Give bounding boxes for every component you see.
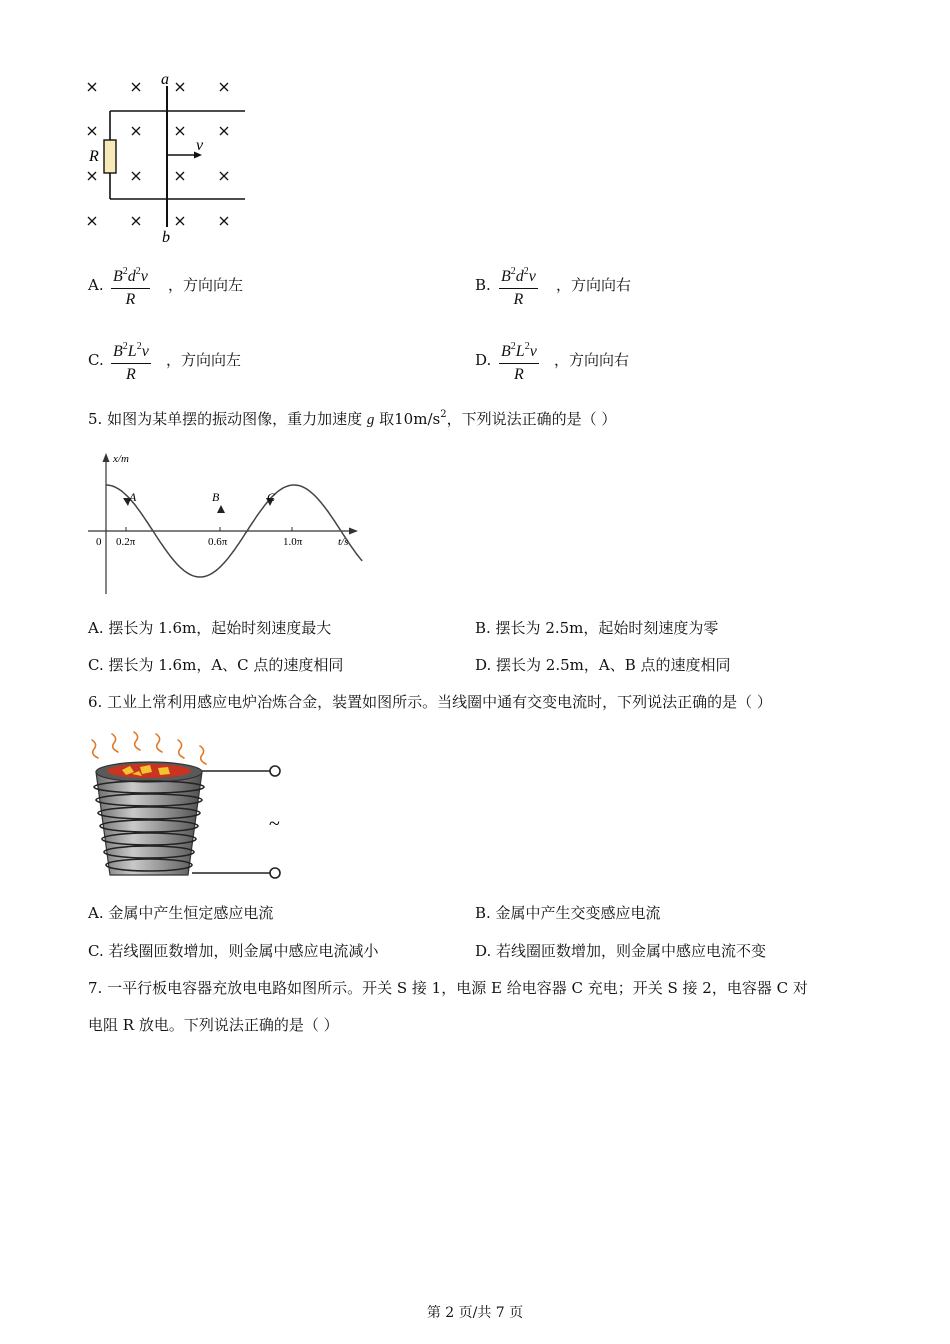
option-letter: A. bbox=[88, 276, 104, 294]
origin-label: 0 bbox=[96, 536, 102, 548]
point-b-arrow bbox=[217, 505, 225, 513]
resistor-label: R bbox=[89, 148, 99, 165]
q6-option-d[interactable]: D. 若线圈匝数增加，则金属中感应电流不变 bbox=[475, 942, 767, 960]
q7-stem-line-1: 7. 一平行板电容器充放电电路如图所示。开关 S 接 1，电源 E 给电容器 C 充电；开关 S 接 2，电容器 C 对 bbox=[88, 979, 808, 997]
page-number-footer: 第 2 页/共 7 页 bbox=[426, 1305, 524, 1321]
option-letter: D. bbox=[475, 351, 492, 369]
q7-stem-line-2: 电阻 R 放电。下列说法正确的是（ ） bbox=[88, 1016, 339, 1034]
option-text: ，方向向左 bbox=[168, 276, 244, 294]
rod-end-b-label: b bbox=[162, 229, 170, 246]
q5-option-c[interactable]: C. 摆长为 1.6m，A、C 点的速度相同 bbox=[88, 656, 344, 674]
q6-induction-furnace-figure bbox=[82, 730, 292, 890]
rod-end-a-label: a bbox=[161, 72, 169, 88]
point-a-label: A bbox=[129, 490, 137, 504]
q6-option-b[interactable]: B. 金属中产生交变感应电流 bbox=[475, 904, 661, 922]
q6-option-c[interactable]: C. 若线圈匝数增加，则金属中感应电流减小 bbox=[88, 942, 379, 960]
q6-stem: 6. 工业上常利用感应电炉冶炼合金，装置如图所示。当线圈中通有交变电流时，下列说法正确的是（ ） bbox=[88, 693, 772, 711]
option-text: ，方向向左 bbox=[166, 351, 242, 369]
option-formula: $\frac{B^2L^2v}{R}$ bbox=[111, 336, 151, 386]
y-axis-label: x/m bbox=[113, 453, 129, 465]
option-formula: $\frac{B^2L^2v}{R}$ bbox=[499, 336, 539, 386]
q5-option-d[interactable]: D. 摆长为 2.5m，A、B 点的速度相同 bbox=[475, 656, 731, 674]
option-formula: $\frac{B^2d^2v}{R}$ bbox=[111, 261, 150, 311]
option-text: ，方向向右 bbox=[554, 351, 630, 369]
option-letter: C. bbox=[88, 351, 104, 369]
q6-option-a[interactable]: A. 金属中产生恒定感应电流 bbox=[88, 904, 274, 922]
option-text: ，方向向右 bbox=[556, 276, 632, 294]
point-c-label: C bbox=[267, 490, 276, 504]
ac-source-symbol: ~ bbox=[269, 813, 280, 835]
x-axis-label: t/s bbox=[338, 536, 349, 548]
q5-vibration-graph bbox=[82, 450, 367, 598]
option-formula: $\frac{B^2d^2v}{R}$ bbox=[499, 261, 538, 311]
q4-circuit-figure bbox=[80, 72, 260, 247]
tick-label-1.0pi: 1.0π bbox=[283, 536, 303, 548]
tick-label-0.2pi: 0.2π bbox=[116, 536, 136, 548]
point-b-label: B bbox=[212, 490, 220, 504]
q5-option-b[interactable]: B. 摆长为 2.5m，起始时刻速度为零 bbox=[475, 619, 719, 637]
q5-stem: 5. 如图为某单摆的振动图像，重力加速度 g 取$10m/s^2$，下列说法正确的是（ ） bbox=[88, 409, 617, 428]
velocity-label: v bbox=[196, 137, 204, 154]
option-letter: B. bbox=[475, 276, 491, 294]
tick-label-0.6pi: 0.6π bbox=[208, 536, 228, 548]
q5-option-a[interactable]: A. 摆长为 1.6m，起始时刻速度最大 bbox=[88, 619, 332, 637]
